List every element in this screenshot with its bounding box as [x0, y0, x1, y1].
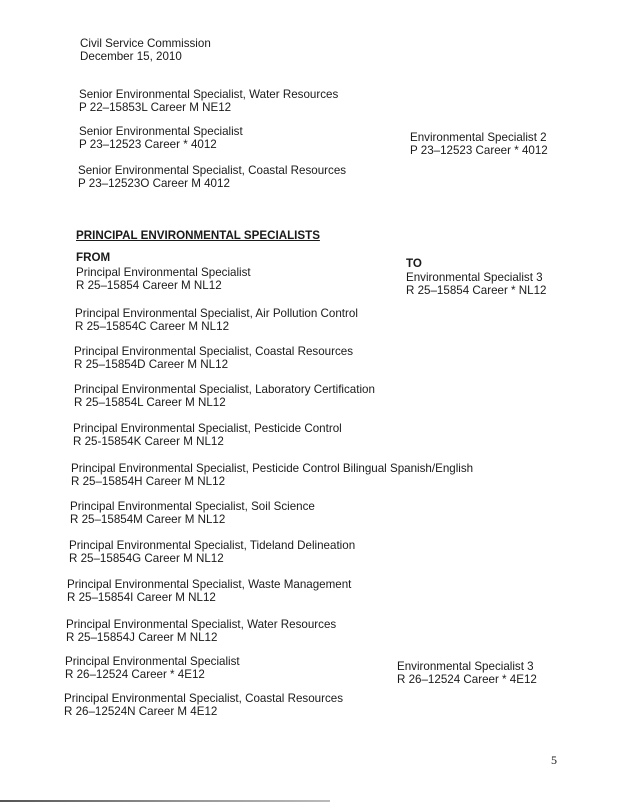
- principal-entry: [73, 422, 342, 448]
- entry-title: Principal Environmental Specialist, Pesticide Control Bilingual Spanish/English: [71, 462, 474, 475]
- target-code: R 26–12524 Career * 4E12: [397, 673, 537, 686]
- senior-entry: [78, 164, 346, 190]
- principal-entry: [70, 500, 315, 526]
- entry-title: Principal Environmental Specialist, Soil Science: [70, 500, 315, 513]
- scan-edge-line: [0, 800, 330, 802]
- entry-code: R 25–15854D Career M NL12: [74, 358, 229, 371]
- principal-entry: [74, 345, 353, 371]
- target-code: R 25–15854 Career * NL12: [406, 284, 547, 297]
- entry-title: Principal Environmental Specialist: [65, 655, 240, 668]
- entry-code: R 25–15854H Career M NL12: [71, 475, 226, 488]
- entry-code: R 25–15854L Career M NL12: [74, 396, 226, 409]
- entry-title: Principal Environmental Specialist, Pesticide Control: [73, 422, 342, 435]
- entry-title: Principal Environmental Specialist, Waste Management: [67, 578, 352, 591]
- entry-code: R 25–15854 Career M NL12: [76, 279, 222, 292]
- entry-title: Principal Environmental Specialist, Coastal Resources: [74, 345, 354, 358]
- header-org: Civil Service Commission: [80, 37, 211, 50]
- target-title: Environmental Specialist 2: [410, 131, 547, 144]
- entry-title: Principal Environmental Specialist, Coastal Resources: [64, 692, 344, 705]
- letterhead: [80, 37, 211, 63]
- entry-title: Principal Environmental Specialist, Water Resources: [66, 618, 337, 631]
- entry-code: R 25–15854G Career M NL12: [69, 552, 224, 565]
- entry-title: Principal Environmental Specialist, Air Pollution Control: [75, 307, 358, 320]
- entry-code: R 25–15854M Career M NL12: [70, 513, 226, 526]
- page-number: 5: [551, 753, 557, 767]
- entry-title: Principal Environmental Specialist, Laboratory Certification: [74, 383, 375, 396]
- entry-code: P 22–15853L Career M NE12: [79, 101, 232, 114]
- entry-title: Senior Environmental Specialist: [79, 125, 243, 138]
- principal-target: [406, 271, 547, 297]
- entry-title: Principal Environmental Specialist, Tideland Delineation: [69, 539, 356, 552]
- entry-code: R 25–15854I Career M NL12: [67, 591, 216, 604]
- principal-entry: [67, 578, 351, 604]
- entry-code: P 23–12523 Career * 4012: [79, 138, 217, 151]
- senior-entry: [79, 88, 338, 114]
- target-code: P 23–12523 Career * 4012: [410, 144, 548, 157]
- entry-code: R 25–15854C Career M NL12: [75, 320, 230, 333]
- entry-code: R 26–12524 Career * 4E12: [65, 668, 205, 681]
- entry-title: Principal Environmental Specialist: [76, 266, 251, 279]
- principal-entry: [69, 539, 355, 565]
- principal-entry: [65, 655, 240, 681]
- entry-title: Senior Environmental Specialist, Water Resources: [79, 88, 339, 101]
- entry-code: P 23–12523O Career M 4012: [78, 177, 230, 190]
- header-date: December 15, 2010: [80, 50, 182, 63]
- principal-entry: [75, 307, 358, 333]
- senior-target: [410, 131, 548, 157]
- target-title: Environmental Specialist 3: [406, 271, 543, 284]
- principal-entry: [76, 266, 251, 292]
- principal-entry: [71, 462, 473, 488]
- principal-entry: [74, 383, 375, 409]
- principal-target: [397, 660, 537, 686]
- senior-entry: [79, 125, 243, 151]
- entry-code: R 25–15854J Career M NL12: [66, 631, 218, 644]
- target-title: Environmental Specialist 3: [397, 660, 534, 673]
- principal-entry: [64, 692, 343, 718]
- to-label: TO: [406, 257, 422, 270]
- principal-entry: [66, 618, 336, 644]
- entry-title: Senior Environmental Specialist, Coastal Resources: [78, 164, 347, 177]
- entry-code: R 25-15854K Career M NL12: [73, 435, 224, 448]
- section-heading: PRINCIPAL ENVIRONMENTAL SPECIALISTS: [76, 229, 320, 242]
- from-label: FROM: [76, 251, 111, 264]
- entry-code: R 26–12524N Career M 4E12: [64, 705, 218, 718]
